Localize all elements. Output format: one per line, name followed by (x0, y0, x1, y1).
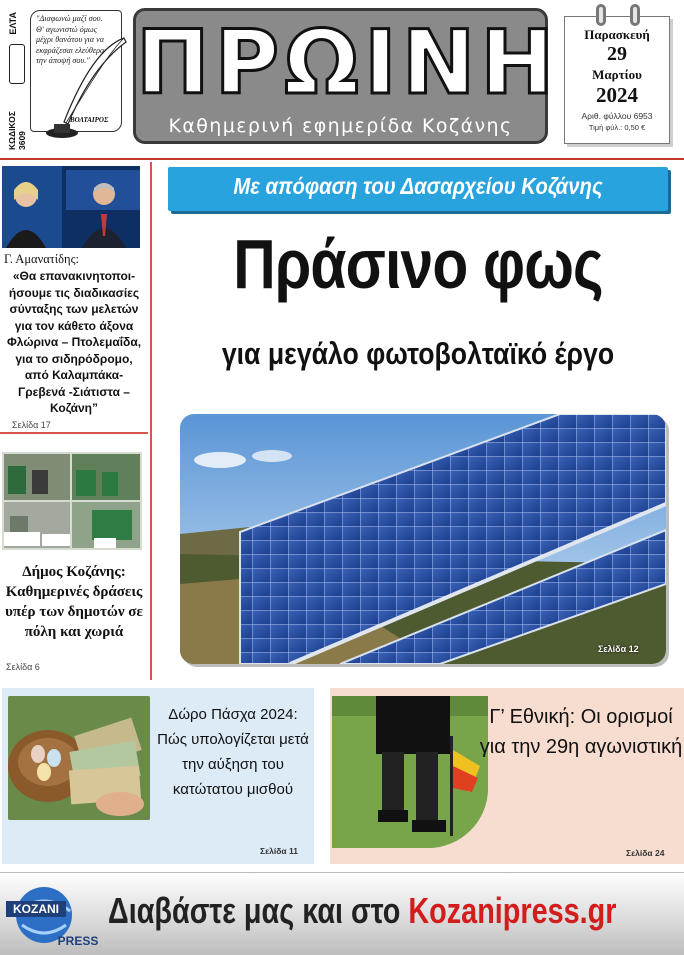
logo-top-text: KOZANI (13, 902, 59, 916)
newspaper-subtitle: Καθημερινή εφημερίδα Κοζάνης (168, 115, 513, 137)
header-divider (0, 158, 684, 160)
logo-bottom-text: PRESS (57, 934, 99, 948)
page-reference: Σελίδα 6 (6, 662, 40, 672)
page-reference: Σελίδα 24 (626, 848, 665, 858)
date-calendar (560, 4, 674, 150)
footer-slogan[interactable] (108, 887, 617, 935)
story-g-ethniki[interactable] (330, 688, 684, 864)
masthead-quote (30, 6, 128, 144)
quote-text: "Διαφωνώ μαζί σου. Θ' αγωνιστώ όμως μέχρι θανάτου για να εκφράζεσαι ελεύθερα την άποψή σου." (36, 14, 105, 65)
page-reference: Σελίδα 12 (598, 644, 639, 654)
story-headline: Δώρο Πάσχα 2024: Πώς υπολογίζεται μετά την αύξηση του κατώτατου μισθού (157, 706, 309, 798)
calendar-ring-icon (596, 4, 606, 26)
masthead (0, 0, 684, 156)
column-divider (150, 162, 152, 680)
elta-label: ΕΛΤΑ (8, 12, 18, 35)
issue-number: Αριθ. φύλλου 6953 (581, 111, 653, 121)
calendar-card (564, 16, 670, 144)
story-headline: Δήμος Κοζάνης: Καθημερινές δράσεις υπέρ των δημοτών σε πόλη και χωριά (5, 564, 143, 640)
date-year: 2024 (596, 83, 638, 107)
newspaper-title: ΠΡΩΙΝΗ (136, 11, 559, 114)
main-subheadline: για μεγάλο φωτοβολταϊκό έργο (221, 336, 615, 371)
issue-price: Τιμή φύλ.: 0,50 € (588, 123, 646, 132)
story-headline: Γ’ Εθνική: Οι ορισμοί για την 29η αγωνιστική (479, 706, 683, 758)
kozanipress-ad-banner[interactable] (0, 872, 684, 955)
solar-panels-photo[interactable] (180, 414, 666, 664)
page-reference: Σελίδα 11 (260, 846, 298, 856)
story-person-name: Γ. Αμανατίδης: (4, 252, 79, 266)
main-headline[interactable]: Πράσινο φως (233, 225, 603, 303)
story-easter-bonus[interactable] (2, 688, 314, 864)
postal-code: ΚΩΔΙΚΟΣ 3609 (7, 111, 27, 150)
calendar-ring-icon (630, 4, 640, 26)
footer-site-link[interactable]: Kozanipress.gr (408, 890, 617, 931)
main-story-banner[interactable] (168, 167, 668, 211)
story-amanatidis[interactable] (0, 164, 148, 434)
referee-photo (332, 696, 488, 848)
kozanipress-logo[interactable] (4, 881, 104, 949)
story-dimos-kozanis[interactable] (0, 448, 148, 680)
before-after-photo (2, 452, 142, 550)
postal-code-strip (6, 10, 28, 150)
banner-text: Με απόφαση του Δασαρχείου Κοζάνης (233, 173, 603, 199)
newspaper-logo[interactable] (133, 8, 559, 144)
date-day-number: 29 (607, 43, 627, 65)
postal-badge-icon (9, 44, 25, 84)
date-month: Μαρτίου (592, 67, 642, 82)
tv-interview-photo (2, 166, 140, 248)
quote-author: ΒΟΛΤΑΙΡΟΣ (70, 116, 109, 124)
story-quote: «Θα επανακινητοποι-ήσουμε τις διαδικασίες σύνταξης των μελετών για τον κάθετο άξονα Φλώρινα – Πτολεμαΐδα, για το σιδηρόδρομο, από Καλαμπάκα-Γρεβενά -Σιάτιστα – Κοζάνη” (6, 269, 142, 415)
page-reference: Σελίδα 17 (12, 420, 51, 430)
date-weekday: Παρασκευή (584, 27, 650, 42)
easter-money-photo (8, 696, 150, 820)
footer-slogan-prefix: Διαβάστε μας και στο (108, 890, 401, 931)
